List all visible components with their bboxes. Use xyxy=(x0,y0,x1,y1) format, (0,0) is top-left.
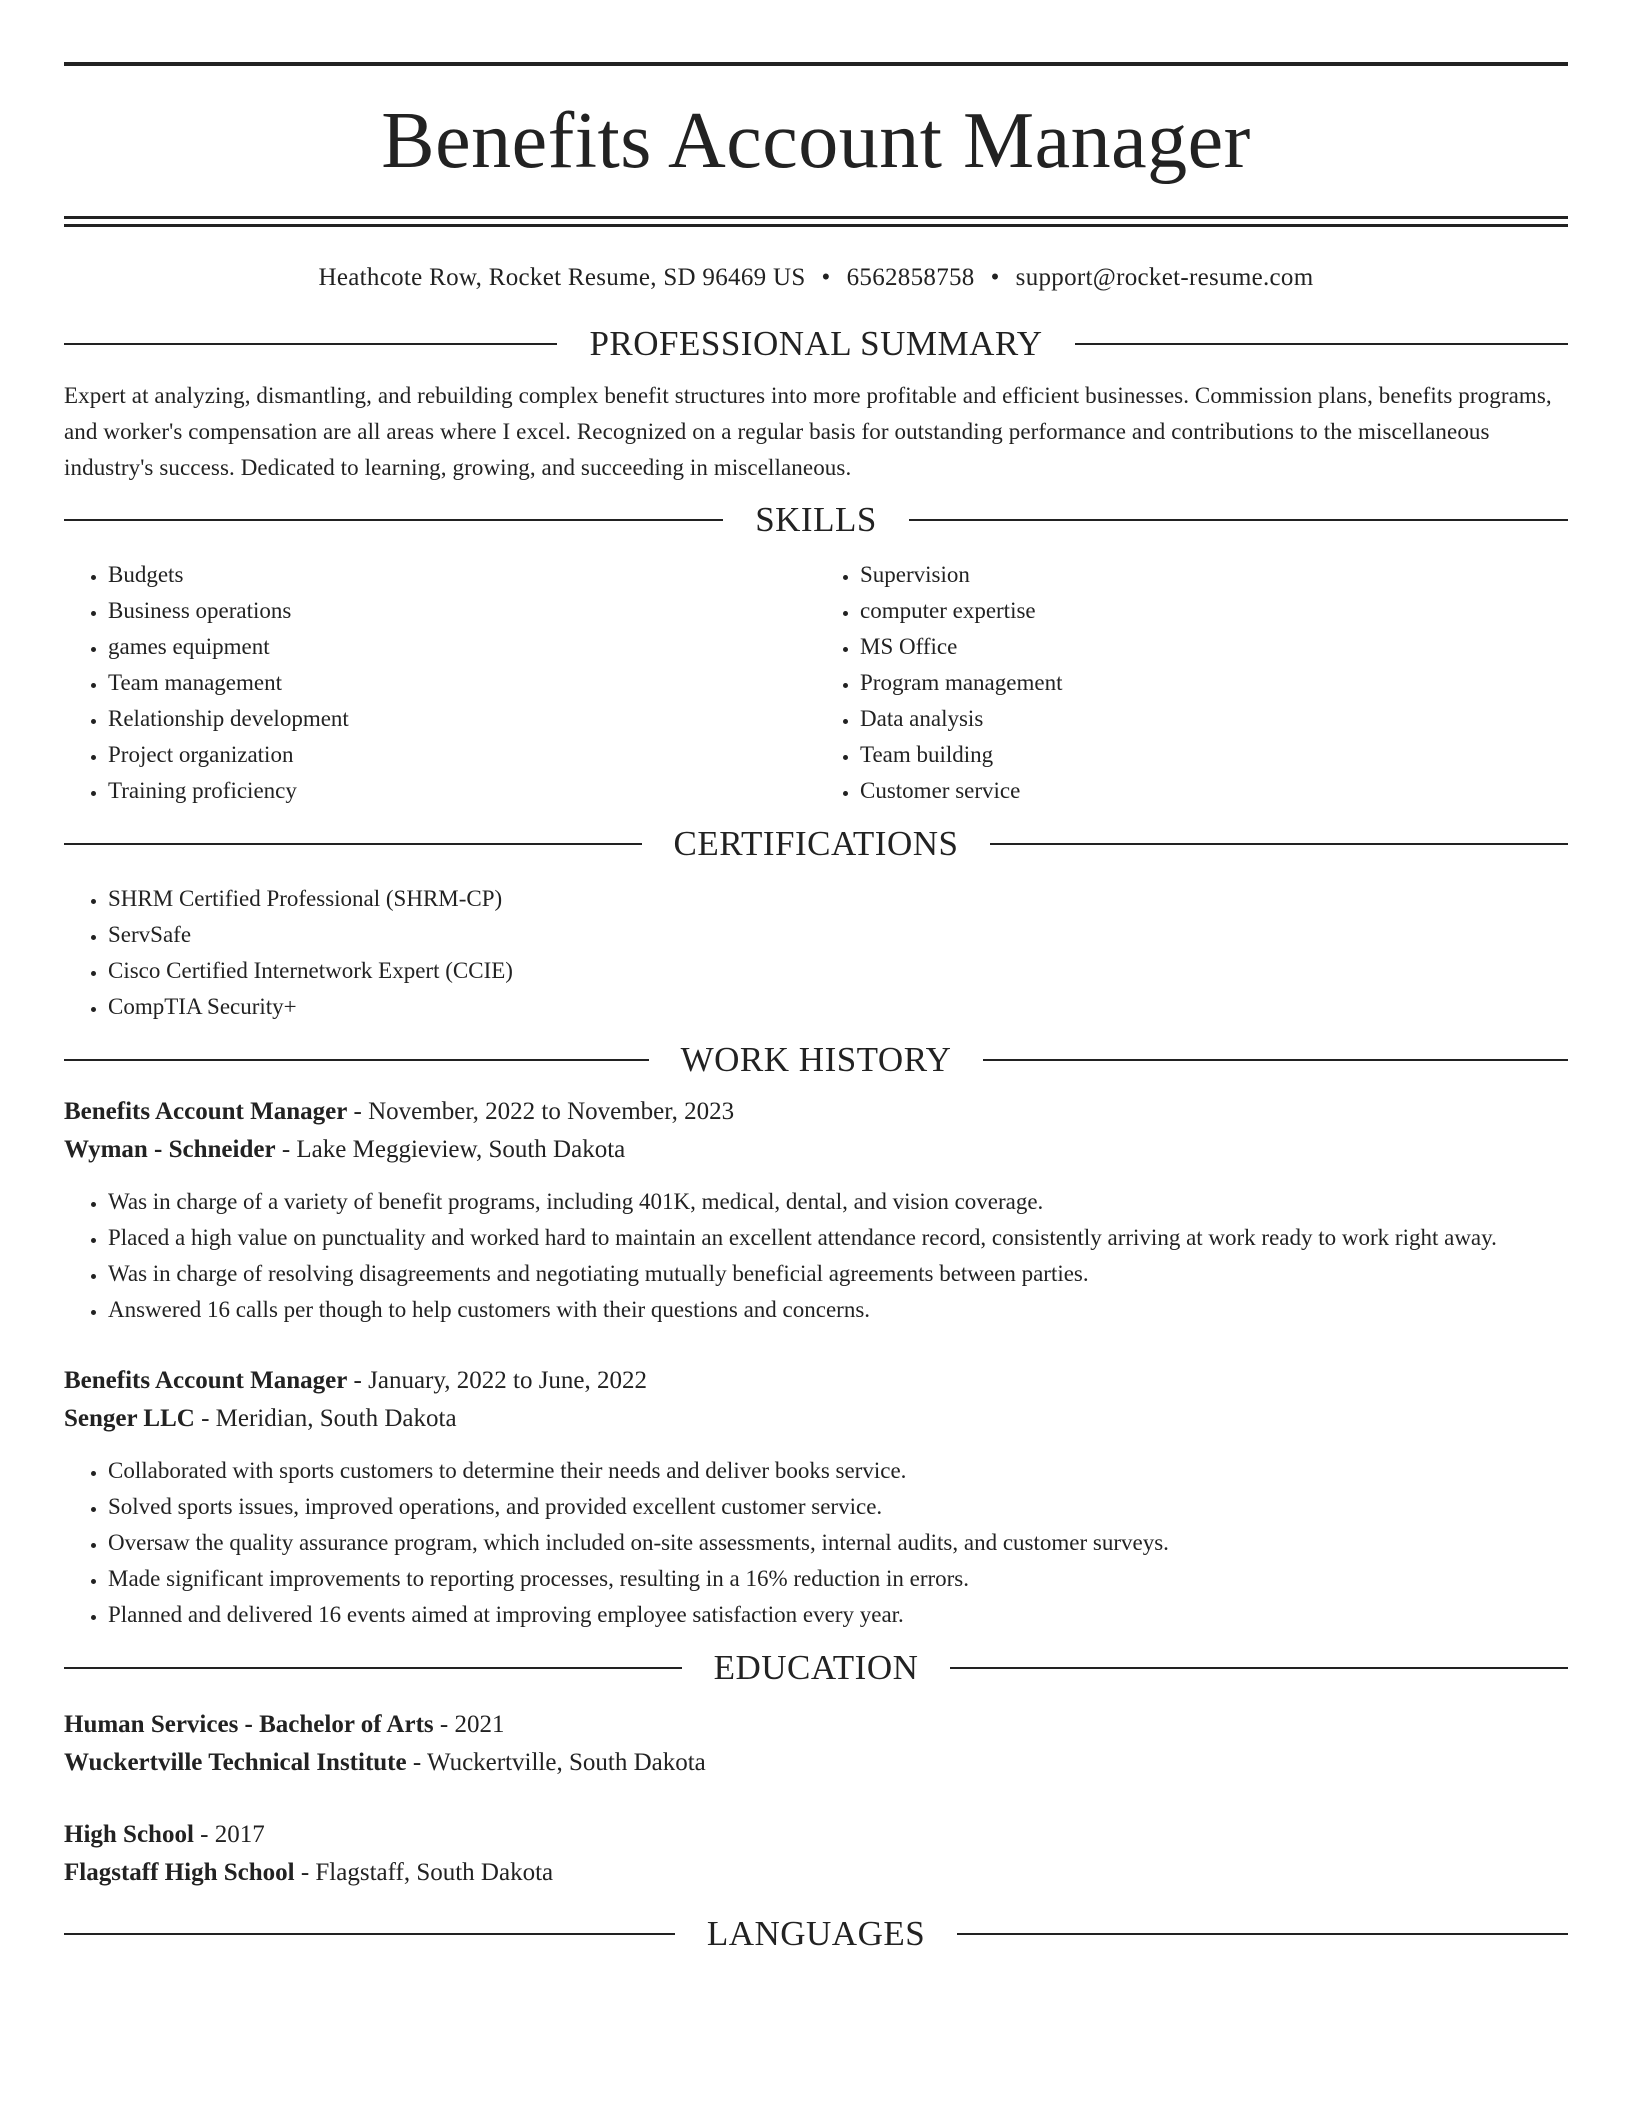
job-company: Wyman - Schneider xyxy=(64,1136,276,1163)
contact-address: Heathcote Row, Rocket Resume, SD 96469 US xyxy=(318,264,806,291)
skill-item: • Customer service xyxy=(860,773,1568,809)
contact-separator: • xyxy=(821,264,831,291)
skill-item: • Relationship development xyxy=(108,701,816,737)
graduation-year: 2017 xyxy=(214,1821,265,1848)
skills-column-left xyxy=(64,557,816,809)
skill-item: • Data analysis xyxy=(860,701,1568,737)
header-double-rule xyxy=(64,216,1568,227)
skill-item: • games equipment xyxy=(108,629,816,665)
heading-rule-right xyxy=(1075,343,1568,345)
work-history-heading: WORK HISTORY xyxy=(680,1040,952,1079)
education-entry xyxy=(64,1706,1568,1782)
heading-rule-left xyxy=(64,1059,649,1061)
skill-item: • computer expertise xyxy=(860,593,1568,629)
contact-separator: • xyxy=(990,264,1000,291)
skill-item: • Project organization xyxy=(108,737,816,773)
section-heading-skills xyxy=(64,500,1568,540)
skill-item: • Training proficiency xyxy=(108,773,816,809)
job-location: Meridian, South Dakota xyxy=(215,1405,457,1432)
skill-item: • Team management xyxy=(108,665,816,701)
heading-rule-left xyxy=(64,843,642,845)
school: Wuckertville Technical Institute xyxy=(64,1749,407,1776)
skill-item: • Team building xyxy=(860,737,1568,773)
heading-rule-right xyxy=(950,1667,1568,1669)
heading-rule-right xyxy=(957,1933,1568,1935)
school: Flagstaff High School xyxy=(64,1859,295,1886)
job-bullet: • Solved sports issues, improved operations, and provided excellent customer service. xyxy=(108,1489,1568,1525)
job-bullets xyxy=(64,1184,1568,1328)
degree-line: High School - 2017 xyxy=(64,1821,265,1848)
skills-list xyxy=(64,557,1568,809)
summary-heading: PROFESSIONAL SUMMARY xyxy=(589,324,1043,363)
job-dates: January, 2022 to June, 2022 xyxy=(368,1367,648,1394)
heading-rule-right xyxy=(909,519,1568,521)
section-heading-education xyxy=(64,1648,1568,1688)
job-bullet: • Placed a high value on punctuality and worked hard to maintain an excellent attendance record, consistently arriving at work ready to work right away. xyxy=(108,1220,1568,1256)
section-heading-certifications xyxy=(64,824,1568,864)
job-company-line: Wyman - Schneider - Lake Meggieview, South Dakota xyxy=(64,1136,626,1163)
school-location: Wuckertville, South Dakota xyxy=(426,1749,706,1776)
skill-item: • MS Office xyxy=(860,629,1568,665)
heading-rule-left xyxy=(64,519,723,521)
resume-page xyxy=(64,62,1568,1954)
job-title: Benefits Account Manager xyxy=(64,1367,348,1394)
certification-item: • SHRM Certified Professional (SHRM-CP) xyxy=(108,881,1568,917)
school-line: Wuckertville Technical Institute - Wuckertville, South Dakota xyxy=(64,1749,706,1776)
heading-rule-left xyxy=(64,1933,675,1935)
job-entry xyxy=(64,1093,1568,1328)
job-bullet: • Was in charge of resolving disagreements and negotiating mutually beneficial agreements between parties. xyxy=(108,1256,1568,1292)
skill-item: • Business operations xyxy=(108,593,816,629)
education-heading: EDUCATION xyxy=(713,1648,919,1687)
school-location: Flagstaff, South Dakota xyxy=(315,1859,554,1886)
job-dates: November, 2022 to November, 2023 xyxy=(368,1098,735,1125)
job-bullet: • Collaborated with sports customers to determine their needs and deliver books service. xyxy=(108,1453,1568,1489)
job-bullet: • Made significant improvements to reporting processes, resulting in a 16% reduction in errors. xyxy=(108,1561,1568,1597)
job-bullet: • Oversaw the quality assurance program, which included on-site assessments, internal audits, and customer surveys. xyxy=(108,1525,1568,1561)
job-title-line: Benefits Account Manager - January, 2022 to June, 2022 xyxy=(64,1367,648,1394)
heading-rule-right xyxy=(983,1059,1568,1061)
job-location: Lake Meggieview, South Dakota xyxy=(296,1136,626,1163)
contact-line xyxy=(64,263,1568,293)
skills-column-right xyxy=(816,557,1568,809)
job-entry xyxy=(64,1362,1568,1633)
degree: Human Services - Bachelor of Arts xyxy=(64,1711,434,1738)
resume-title: Benefits Account Manager xyxy=(381,97,1251,185)
heading-rule-left xyxy=(64,343,557,345)
job-bullet: • Was in charge of a variety of benefit programs, including 401K, medical, dental, and vision coverage. xyxy=(108,1184,1568,1220)
graduation-year: 2021 xyxy=(454,1711,505,1738)
summary-text: Expert at analyzing, dismantling, and rebuilding complex benefit structures into more profitable and efficient businesses. Commission plans, benefits programs, and worker's compensation are all areas where I excel. Recognized on a regular basis for outstanding performance and contributions to the miscellaneous industry's success. Dedicated to learning, growing, and succeeding in miscellaneous. xyxy=(64,383,1552,480)
job-company-line: Senger LLC - Meridian, South Dakota xyxy=(64,1405,457,1432)
languages-heading: LANGUAGES xyxy=(706,1914,926,1953)
skill-item: • Budgets xyxy=(108,557,816,593)
education-entry xyxy=(64,1816,1568,1892)
job-bullet: • Answered 16 calls per though to help customers with their questions and concerns. xyxy=(108,1292,1568,1328)
school-line: Flagstaff High School - Flagstaff, South Dakota xyxy=(64,1859,554,1886)
certifications-list xyxy=(64,881,1568,1025)
section-heading-languages xyxy=(64,1914,1568,1954)
certification-item: • ServSafe xyxy=(108,917,1568,953)
degree: High School xyxy=(64,1821,194,1848)
certification-item: • Cisco Certified Internetwork Expert (CCIE) xyxy=(108,953,1568,989)
skill-item: • Program management xyxy=(860,665,1568,701)
section-heading-work-history xyxy=(64,1040,1568,1080)
certification-item: • CompTIA Security+ xyxy=(108,989,1568,1025)
heading-rule-left xyxy=(64,1667,682,1669)
job-bullet: • Planned and delivered 16 events aimed at improving employee satisfaction every year. xyxy=(108,1597,1568,1633)
job-bullets xyxy=(64,1453,1568,1633)
skills-heading: SKILLS xyxy=(755,500,877,539)
skill-item: • Supervision xyxy=(860,557,1568,593)
certifications-heading: CERTIFICATIONS xyxy=(673,824,959,863)
heading-rule-right xyxy=(990,843,1568,845)
section-heading-summary xyxy=(64,324,1568,364)
job-title-line: Benefits Account Manager - November, 2022 to November, 2023 xyxy=(64,1098,735,1125)
contact-phone: 6562858758 xyxy=(846,264,975,291)
job-company: Senger LLC xyxy=(64,1405,195,1432)
degree-line: Human Services - Bachelor of Arts - 2021 xyxy=(64,1711,505,1738)
job-title: Benefits Account Manager xyxy=(64,1098,348,1125)
contact-email: support@rocket-resume.com xyxy=(1015,264,1314,291)
